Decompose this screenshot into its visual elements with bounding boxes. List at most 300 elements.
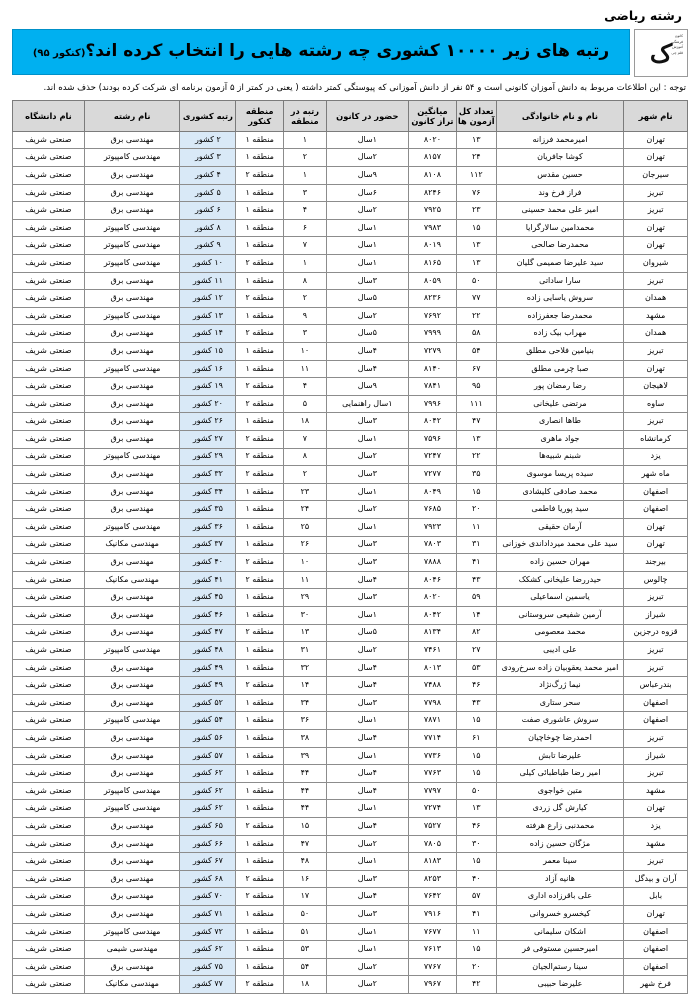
table-row [13, 413, 688, 431]
table-row [13, 290, 688, 308]
cell-university: صنعتی شریف [13, 554, 85, 572]
cell-rank-area: ۳۶ [284, 712, 327, 730]
cell-rank-country: ۳۷ کشور [180, 536, 236, 554]
cell-rank-country: ۳۲ کشور [180, 466, 236, 484]
cell-area: منطقه ۲ [236, 325, 284, 343]
cell-major: مهندسی برق [84, 343, 180, 361]
cell-major: مهندسی کامپیوتر [84, 800, 180, 818]
cell-rank-area: ۴۴ [284, 800, 327, 818]
cell-name: سیده پریسا موسوی [496, 466, 624, 484]
cell-name: علی باقرزاده اداری [496, 888, 624, 906]
cell-major: مهندسی برق [84, 131, 180, 149]
cell-avg: ۸۱۴۰ [409, 360, 457, 378]
cell-count: ۱۵ [456, 483, 496, 501]
cell-count: ۱۱۱ [456, 395, 496, 413]
cell-avg: ۸۰۴۲ [409, 413, 457, 431]
cell-name: علیرضا حبیبی [496, 976, 624, 994]
cell-city: ساوه [624, 395, 688, 413]
cell-rank-country: ۱۶ کشور [180, 360, 236, 378]
cell-major: مهندسی برق [84, 430, 180, 448]
cell-name: محمد صادقی کلیشادی [496, 483, 624, 501]
cell-count: ۱۵ [456, 853, 496, 871]
cell-presence: ۵سال [326, 290, 408, 308]
cell-avg: ۸۲۵۳ [409, 870, 457, 888]
cell-city: تبریز [624, 413, 688, 431]
cell-major: مهندسی برق [84, 853, 180, 871]
cell-rank-country: ۲۷ کشور [180, 430, 236, 448]
table-row [13, 642, 688, 660]
cell-presence: ۶سال [326, 184, 408, 202]
cell-university: صنعتی شریف [13, 941, 85, 959]
cell-rank-area: ۱ [284, 131, 327, 149]
cell-presence: ۳سال [326, 536, 408, 554]
cell-university: صنعتی شریف [13, 589, 85, 607]
cell-major: مهندسی کامپیوتر [84, 518, 180, 536]
table-row [13, 325, 688, 343]
cell-rank-country: ۵۶ کشور [180, 730, 236, 748]
cell-name: فراز فرخ وند [496, 184, 624, 202]
table-row [13, 554, 688, 572]
table-row [13, 483, 688, 501]
cell-major: مهندسی برق [84, 888, 180, 906]
cell-rank-country: ۴۰ کشور [180, 554, 236, 572]
table-row [13, 941, 688, 959]
headline-banner [12, 29, 630, 75]
cell-name: صبا چرمی مطلق [496, 360, 624, 378]
cell-city: تبریز [624, 853, 688, 871]
cell-university: صنعتی شریف [13, 818, 85, 836]
cell-avg: ۸۰۴۶ [409, 571, 457, 589]
cell-major: مهندسی کامپیوتر [84, 360, 180, 378]
table-row [13, 853, 688, 871]
cell-rank-area: ۲ [284, 149, 327, 167]
cell-university: صنعتی شریف [13, 483, 85, 501]
cell-city: اصفهان [624, 958, 688, 976]
cell-avg: ۸۱۶۵ [409, 255, 457, 273]
cell-count: ۳۰ [456, 835, 496, 853]
cell-city: چالوس [624, 571, 688, 589]
table-row [13, 747, 688, 765]
cell-rank-country: ۱۲ کشور [180, 290, 236, 308]
cell-rank-area: ۳۴ [284, 694, 327, 712]
cell-university: صنعتی شریف [13, 712, 85, 730]
cell-presence: ۲سال [326, 501, 408, 519]
cell-rank-area: ۴۴ [284, 782, 327, 800]
cell-university: صنعتی شریف [13, 642, 85, 660]
cell-rank-area: ۵۴ [284, 958, 327, 976]
header-name: نام و نام خانوادگی [496, 100, 624, 131]
cell-avg: ۷۲۷۴ [409, 800, 457, 818]
cell-university: صنعتی شریف [13, 835, 85, 853]
cell-count: ۷۷ [456, 290, 496, 308]
cell-major: مهندسی برق [84, 378, 180, 396]
cell-name: حیدررضا علیخانی کشکک [496, 571, 624, 589]
cell-avg: ۸۱۵۷ [409, 149, 457, 167]
cell-city: تهران [624, 360, 688, 378]
cell-name: سینا معمر [496, 853, 624, 871]
cell-area: منطقه ۱ [236, 483, 284, 501]
cell-avg: ۷۴۸۸ [409, 677, 457, 695]
cell-rank-area: ۵ [284, 395, 327, 413]
cell-rank-area: ۱۱ [284, 360, 327, 378]
cell-major: مهندسی کامپیوتر [84, 219, 180, 237]
cell-city: تبریز [624, 184, 688, 202]
cell-area: منطقه ۲ [236, 255, 284, 273]
cell-avg: ۷۷۹۷ [409, 782, 457, 800]
table-row [13, 149, 688, 167]
cell-university: صنعتی شریف [13, 131, 85, 149]
cell-name: سید علی محمد میرداداندی خوزانی [496, 536, 624, 554]
cell-rank-country: ۱۳ کشور [180, 307, 236, 325]
cell-avg: ۷۸۰۳ [409, 536, 457, 554]
cell-avg: ۸۲۳۶ [409, 290, 457, 308]
cell-university: صنعتی شریف [13, 413, 85, 431]
cell-city: تبریز [624, 343, 688, 361]
cell-avg: ۷۹۹۶ [409, 395, 457, 413]
cell-name: امیر علی محمد حسینی [496, 202, 624, 220]
cell-major: مهندسی برق [84, 413, 180, 431]
table-row [13, 571, 688, 589]
cell-avg: ۷۹۶۷ [409, 976, 457, 994]
cell-count: ۱۳ [456, 255, 496, 273]
cell-rank-area: ۲۶ [284, 536, 327, 554]
cell-major: مهندسی کامپیوتر [84, 642, 180, 660]
cell-rank-country: ۱۵ کشور [180, 343, 236, 361]
cell-rank-area: ۱ [284, 167, 327, 185]
table-row [13, 712, 688, 730]
cell-presence: ۳سال [326, 589, 408, 607]
cell-rank-area: ۳۱ [284, 642, 327, 660]
cell-university: صنعتی شریف [13, 694, 85, 712]
cell-presence: ۱سال [326, 747, 408, 765]
cell-avg: ۸۰۱۳ [409, 659, 457, 677]
cell-name: علیرضا تابش [496, 747, 624, 765]
cell-rank-country: ۵۴ کشور [180, 712, 236, 730]
cell-rank-area: ۸ [284, 448, 327, 466]
cell-count: ۱۱ [456, 518, 496, 536]
cell-rank-area: ۷ [284, 430, 327, 448]
cell-university: صنعتی شریف [13, 976, 85, 994]
cell-university: صنعتی شریف [13, 536, 85, 554]
cell-major: مهندسی برق [84, 501, 180, 519]
cell-city: تبریز [624, 765, 688, 783]
cell-name: آرمین شفیعی سروستانی [496, 606, 624, 624]
cell-presence: ۱سال [326, 255, 408, 273]
cell-university: صنعتی شریف [13, 202, 85, 220]
cell-rank-area: ۱ [284, 255, 327, 273]
table-row [13, 184, 688, 202]
cell-area: منطقه ۲ [236, 290, 284, 308]
cell-major: مهندسی برق [84, 325, 180, 343]
cell-count: ۵۴ [456, 343, 496, 361]
cell-area: منطقه ۱ [236, 712, 284, 730]
organization-logo [634, 29, 688, 77]
cell-rank-area: ۱۰ [284, 554, 327, 572]
cell-rank-country: ۳ کشور [180, 149, 236, 167]
cell-rank-country: ۷۷ کشور [180, 976, 236, 994]
cell-count: ۵۷ [456, 888, 496, 906]
cell-presence: ۴سال [326, 343, 408, 361]
cell-name: سروش یاسایی زاده [496, 290, 624, 308]
cell-university: صنعتی شریف [13, 606, 85, 624]
cell-count: ۱۳ [456, 430, 496, 448]
table-row [13, 606, 688, 624]
cell-count: ۴۲ [456, 976, 496, 994]
cell-avg: ۸۰۵۹ [409, 272, 457, 290]
cell-rank-area: ۴ [284, 378, 327, 396]
cell-university: صنعتی شریف [13, 448, 85, 466]
cell-avg: ۷۶۹۲ [409, 307, 457, 325]
cell-count: ۱۵ [456, 219, 496, 237]
cell-city: اصفهان [624, 941, 688, 959]
cell-university: صنعتی شریف [13, 343, 85, 361]
table-row [13, 923, 688, 941]
banner-row [12, 29, 688, 77]
cell-name: محمدامین سالارگرایا [496, 219, 624, 237]
cell-city: تبریز [624, 589, 688, 607]
table-row [13, 888, 688, 906]
cell-major: مهندسی کامپیوتر [84, 237, 180, 255]
cell-count: ۲۳ [456, 202, 496, 220]
cell-major: مهندسی کامپیوتر [84, 782, 180, 800]
cell-city: آران و بیدگل [624, 870, 688, 888]
cell-rank-country: ۵۲ کشور [180, 694, 236, 712]
cell-count: ۴۶ [456, 818, 496, 836]
table-row [13, 589, 688, 607]
header-rank-country: رتبه کشوری [180, 100, 236, 131]
cell-count: ۸۲ [456, 624, 496, 642]
cell-rank-country: ۷۵ کشور [180, 958, 236, 976]
cell-university: صنعتی شریف [13, 272, 85, 290]
cell-major: مهندسی برق [84, 554, 180, 572]
cell-avg: ۷۷۶۳ [409, 765, 457, 783]
cell-university: صنعتی شریف [13, 800, 85, 818]
cell-presence: ۱سال [326, 131, 408, 149]
cell-university: صنعتی شریف [13, 958, 85, 976]
cell-area: منطقه ۱ [236, 272, 284, 290]
header-major: نام رشته [84, 100, 180, 131]
cell-university: صنعتی شریف [13, 501, 85, 519]
logo-inner [638, 32, 684, 74]
cell-university: صنعتی شریف [13, 255, 85, 273]
cell-city: یزد [624, 448, 688, 466]
logo-side-text: کانون فرهنگی آموزش قلم چی [671, 34, 683, 55]
cell-count: ۵۰ [456, 782, 496, 800]
logo-mark: ک [649, 38, 673, 68]
cell-presence: ۳سال [326, 870, 408, 888]
cell-university: صنعتی شریف [13, 466, 85, 484]
cell-city: تهران [624, 237, 688, 255]
cell-rank-country: ۴۹ کشور [180, 659, 236, 677]
header-area: منطقه کنکور [236, 100, 284, 131]
cell-count: ۱۳ [456, 800, 496, 818]
cell-major: مهندسی کامپیوتر [84, 923, 180, 941]
cell-rank-country: ۹ کشور [180, 237, 236, 255]
cell-count: ۲۰ [456, 501, 496, 519]
cell-presence: ۴سال [326, 730, 408, 748]
cell-presence: ۲سال [326, 835, 408, 853]
cell-avg: ۷۸۸۸ [409, 554, 457, 572]
cell-major: مهندسی کامپیوتر [84, 149, 180, 167]
cell-count: ۴۷ [456, 413, 496, 431]
cell-rank-area: ۱۳ [284, 624, 327, 642]
cell-area: منطقه ۲ [236, 430, 284, 448]
cell-name: سید پوریا فاطمی [496, 501, 624, 519]
cell-presence: ۲سال [326, 976, 408, 994]
cell-major: مهندسی برق [84, 395, 180, 413]
cell-name: امیرحسین مستوفی فر [496, 941, 624, 959]
cell-name: محمد معصومی [496, 624, 624, 642]
results-table [12, 100, 688, 994]
cell-rank-area: ۹ [284, 307, 327, 325]
cell-rank-country: ۵۷ کشور [180, 747, 236, 765]
cell-count: ۴۱ [456, 906, 496, 924]
cell-presence: ۵سال [326, 624, 408, 642]
cell-avg: ۸۰۲۰ [409, 131, 457, 149]
cell-presence: ۹سال [326, 167, 408, 185]
cell-city: اصفهان [624, 501, 688, 519]
cell-avg: ۷۹۸۳ [409, 219, 457, 237]
cell-city: تهران [624, 219, 688, 237]
table-row [13, 237, 688, 255]
cell-rank-country: ۴۷ کشور [180, 624, 236, 642]
cell-count: ۴۳ [456, 571, 496, 589]
cell-university: صنعتی شریف [13, 307, 85, 325]
table-row [13, 448, 688, 466]
cell-city: شیروان [624, 255, 688, 273]
cell-presence: ۱سال راهنمایی [326, 395, 408, 413]
cell-rank-country: ۲ کشور [180, 131, 236, 149]
cell-rank-country: ۷۱ کشور [180, 906, 236, 924]
cell-presence: ۳سال [326, 906, 408, 924]
table-row [13, 906, 688, 924]
header-avg: میانگین تراز کانون [409, 100, 457, 131]
cell-count: ۱۳ [456, 131, 496, 149]
cell-city: بابل [624, 888, 688, 906]
cell-rank-country: ۶۶ کشور [180, 835, 236, 853]
cell-rank-country: ۳۴ کشور [180, 483, 236, 501]
cell-name: سارا ساداتی [496, 272, 624, 290]
cell-area: منطقه ۱ [236, 413, 284, 431]
cell-presence: ۲سال [326, 958, 408, 976]
table-row [13, 395, 688, 413]
table-row [13, 677, 688, 695]
cell-name: علی ادیبی [496, 642, 624, 660]
cell-major: مهندسی برق [84, 694, 180, 712]
cell-major: مهندسی برق [84, 167, 180, 185]
cell-name: سروش عاشوری صفت [496, 712, 624, 730]
table-row [13, 360, 688, 378]
cell-rank-area: ۲ [284, 290, 327, 308]
table-body [13, 131, 688, 993]
cell-count: ۵۸ [456, 325, 496, 343]
cell-count: ۲۴ [456, 149, 496, 167]
headline-year: (کنکور ۹۵) [32, 48, 86, 60]
cell-university: صنعتی شریف [13, 378, 85, 396]
cell-name: امیر رضا طباطبائی کیلی [496, 765, 624, 783]
cell-area: منطقه ۱ [236, 184, 284, 202]
cell-area: منطقه ۱ [236, 958, 284, 976]
cell-rank-country: ۶ کشور [180, 202, 236, 220]
cell-university: صنعتی شریف [13, 747, 85, 765]
cell-rank-country: ۷۰ کشور [180, 888, 236, 906]
cell-rank-area: ۲ [284, 466, 327, 484]
header-presence: حضور در کانون [326, 100, 408, 131]
cell-city: همدان [624, 325, 688, 343]
cell-university: صنعتی شریف [13, 149, 85, 167]
cell-area: منطقه ۱ [236, 853, 284, 871]
cell-rank-country: ۴۶ کشور [180, 606, 236, 624]
cell-university: صنعتی شریف [13, 888, 85, 906]
cell-name: رضا رمضان پور [496, 378, 624, 396]
cell-count: ۱۱ [456, 923, 496, 941]
table-row [13, 976, 688, 994]
cell-major: مهندسی برق [84, 765, 180, 783]
cell-presence: ۱سال [326, 923, 408, 941]
cell-name: احمدرضا چوخاچیان [496, 730, 624, 748]
cell-major: مهندسی برق [84, 747, 180, 765]
table-row [13, 343, 688, 361]
cell-rank-country: ۶۸ کشور [180, 870, 236, 888]
table-row [13, 131, 688, 149]
cell-university: صنعتی شریف [13, 571, 85, 589]
cell-university: صنعتی شریف [13, 167, 85, 185]
header-city: نام شهر [624, 100, 688, 131]
cell-rank-area: ۶ [284, 219, 327, 237]
cell-avg: ۷۷۱۴ [409, 730, 457, 748]
cell-presence: ۱سال [326, 237, 408, 255]
cell-count: ۱۳ [456, 237, 496, 255]
cell-major: مهندسی برق [84, 184, 180, 202]
cell-area: منطقه ۲ [236, 818, 284, 836]
cell-city: یزد [624, 818, 688, 836]
cell-count: ۱۴ [456, 606, 496, 624]
cell-rank-area: ۳۹ [284, 747, 327, 765]
cell-major: مهندسی برق [84, 290, 180, 308]
cell-area: منطقه ۲ [236, 624, 284, 642]
cell-city: همدان [624, 290, 688, 308]
cell-city: شیراز [624, 606, 688, 624]
cell-count: ۵۰ [456, 272, 496, 290]
cell-count: ۳۱ [456, 536, 496, 554]
cell-rank-country: ۲۹ کشور [180, 448, 236, 466]
cell-rank-area: ۲۵ [284, 518, 327, 536]
cell-presence: ۳سال [326, 554, 408, 572]
cell-count: ۱۵ [456, 712, 496, 730]
cell-rank-area: ۵۰ [284, 906, 327, 924]
table-row [13, 624, 688, 642]
cell-count: ۱۵ [456, 747, 496, 765]
cell-count: ۱۱۲ [456, 167, 496, 185]
cell-university: صنعتی شریف [13, 782, 85, 800]
cell-rank-area: ۱۶ [284, 870, 327, 888]
cell-name: مهران حسین زاده [496, 554, 624, 572]
cell-avg: ۷۷۳۶ [409, 747, 457, 765]
cell-rank-area: ۱۵ [284, 818, 327, 836]
cell-major: مهندسی برق [84, 466, 180, 484]
cell-rank-area: ۲۴ [284, 501, 327, 519]
cell-city: تبریز [624, 272, 688, 290]
cell-avg: ۷۲۴۷ [409, 448, 457, 466]
cell-university: صنعتی شریف [13, 325, 85, 343]
cell-rank-area: ۴۴ [284, 765, 327, 783]
cell-rank-area: ۳ [284, 184, 327, 202]
cell-name: مژگان حسین زاده [496, 835, 624, 853]
cell-name: متین خواجوی [496, 782, 624, 800]
cell-city: تهران [624, 536, 688, 554]
cell-area: منطقه ۲ [236, 677, 284, 695]
cell-major: مهندسی برق [84, 624, 180, 642]
